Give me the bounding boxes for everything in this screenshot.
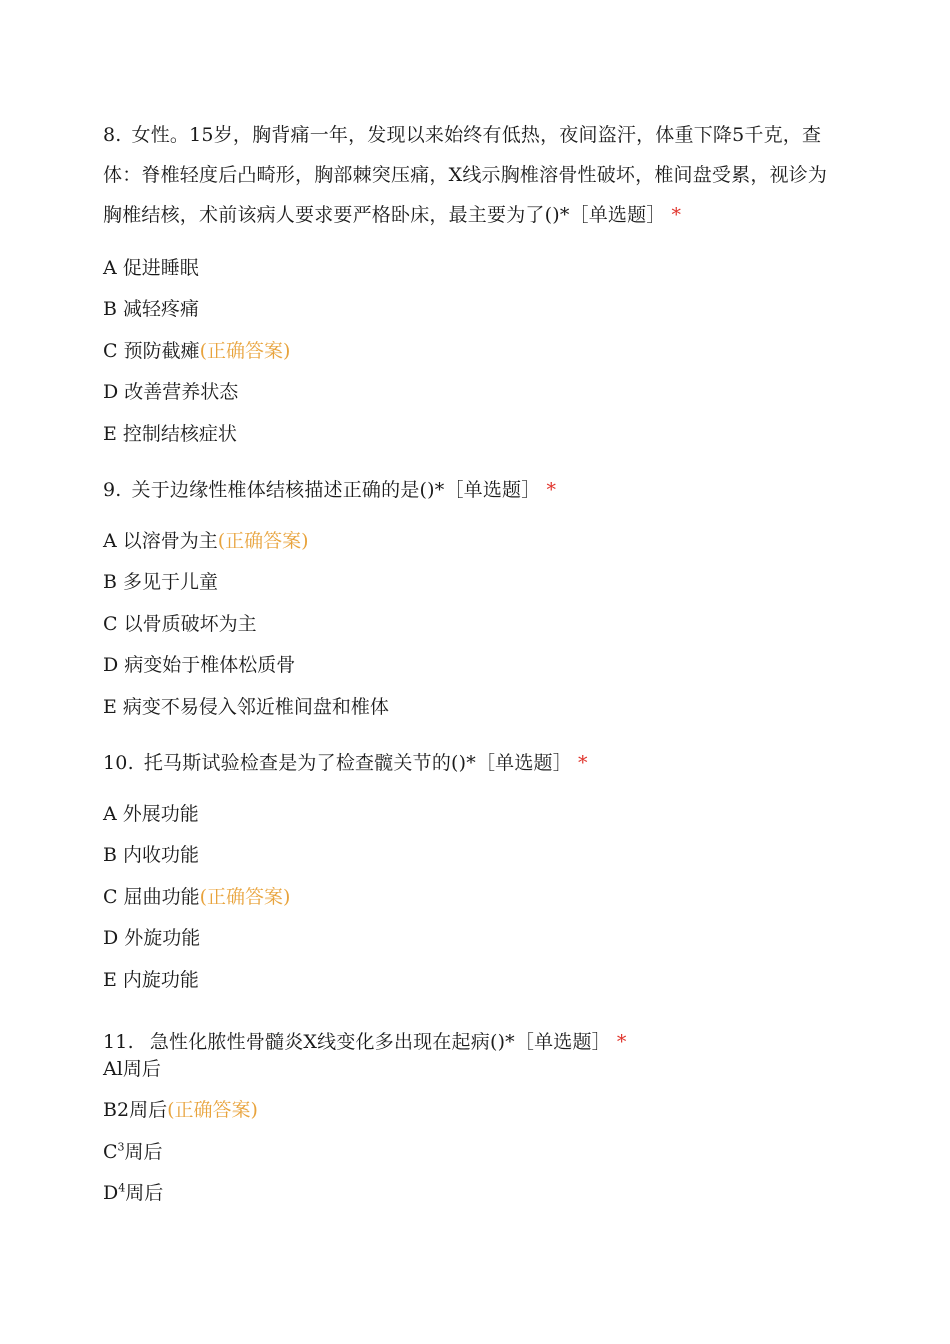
option-label: D 改善营养状态: [103, 381, 239, 403]
question-8: [103, 115, 838, 235]
correct-answer-tag: (正确答案): [167, 1099, 258, 1121]
option-9a[interactable]: [103, 529, 309, 553]
question-10-text: [103, 743, 838, 783]
question-10: [103, 743, 838, 783]
option-label: C 预防截瘫: [103, 340, 200, 362]
question-stem: 急性化脓性骨髓炎X线变化多出现在起病()*［单选题］: [149, 1031, 611, 1053]
option-11d[interactable]: [103, 1181, 163, 1205]
option-label: A 外展功能: [103, 803, 199, 825]
option-10a[interactable]: [103, 802, 199, 826]
correct-answer-tag: (正确答案): [217, 530, 309, 552]
option-prefix: B2: [103, 1099, 130, 1121]
question-11-text: [103, 1022, 838, 1062]
question-stem: 托马斯试验检查是为了检查髋关节的()*［单选题］: [143, 752, 572, 774]
option-label: B 多见于儿童: [103, 571, 219, 593]
option-superscript: 3: [117, 1140, 125, 1154]
question-number: 9.: [103, 479, 122, 501]
option-10e[interactable]: [103, 968, 199, 992]
option-prefix: C: [103, 1141, 118, 1163]
option-9b[interactable]: [103, 570, 218, 594]
option-superscript: 4: [118, 1181, 126, 1195]
option-label: 周后: [122, 1058, 161, 1080]
option-label: 周后: [129, 1099, 168, 1121]
option-prefix: Al: [103, 1058, 123, 1080]
option-8c[interactable]: [103, 339, 290, 363]
option-label: A 促进睡眠: [103, 257, 199, 279]
question-stem: 女性。15岁，胸背痛一年，发现以来始终有低热，夜间盗汗，体重下降5千克，查体：脊椎轻度后凸畸形，胸部棘突压痛，X线示胸椎溶骨性破坏，椎间盘受累，视诊为胸椎结核，术前该病人要求要严格卧床，最主要为了()*［单选题］: [103, 124, 828, 226]
option-label: D 外旋功能: [103, 927, 201, 949]
option-label: E 控制结核症状: [103, 423, 237, 445]
option-10b[interactable]: [103, 843, 199, 867]
option-10d[interactable]: [103, 926, 200, 950]
option-label: B 减轻疼痛: [103, 298, 200, 320]
option-label: A 以溶骨为主: [103, 530, 218, 552]
option-label: E 内旋功能: [103, 969, 199, 991]
option-8d[interactable]: [103, 380, 238, 404]
option-label: 周后: [124, 1141, 163, 1163]
option-9e[interactable]: [103, 695, 389, 719]
question-stem: 关于边缘性椎体结核描述正确的是()*［单选题］: [131, 479, 541, 501]
option-prefix: D: [103, 1182, 119, 1204]
question-number: 10.: [103, 752, 134, 774]
question-9: [103, 470, 838, 510]
question-11: [103, 1022, 838, 1062]
required-mark: *: [616, 1031, 627, 1053]
question-number: 8.: [103, 124, 122, 146]
required-mark: *: [577, 752, 588, 774]
option-label: D 病变始于椎体松质骨: [103, 654, 296, 676]
option-label: C 以骨质破坏为主: [103, 613, 257, 635]
option-10c[interactable]: [103, 885, 290, 909]
option-label: E 病变不易侵入邻近椎间盘和椎体: [103, 696, 389, 718]
option-11b[interactable]: [103, 1098, 258, 1122]
correct-answer-tag: (正确答案): [199, 340, 291, 362]
question-8-text: [103, 115, 838, 235]
question-number: 11.: [103, 1031, 134, 1053]
option-label: C 屈曲功能: [103, 886, 200, 908]
option-label: B 内收功能: [103, 844, 200, 866]
option-8e[interactable]: [103, 422, 237, 446]
option-9d[interactable]: [103, 653, 295, 677]
option-11c[interactable]: [103, 1140, 163, 1164]
required-mark: *: [671, 204, 682, 226]
option-label: 周后: [125, 1182, 164, 1204]
option-8b[interactable]: [103, 297, 199, 321]
required-mark: *: [546, 479, 557, 501]
option-11a[interactable]: [103, 1057, 161, 1081]
question-9-text: [103, 470, 838, 510]
correct-answer-tag: (正确答案): [199, 886, 291, 908]
option-8a[interactable]: [103, 256, 199, 280]
option-9c[interactable]: [103, 612, 257, 636]
